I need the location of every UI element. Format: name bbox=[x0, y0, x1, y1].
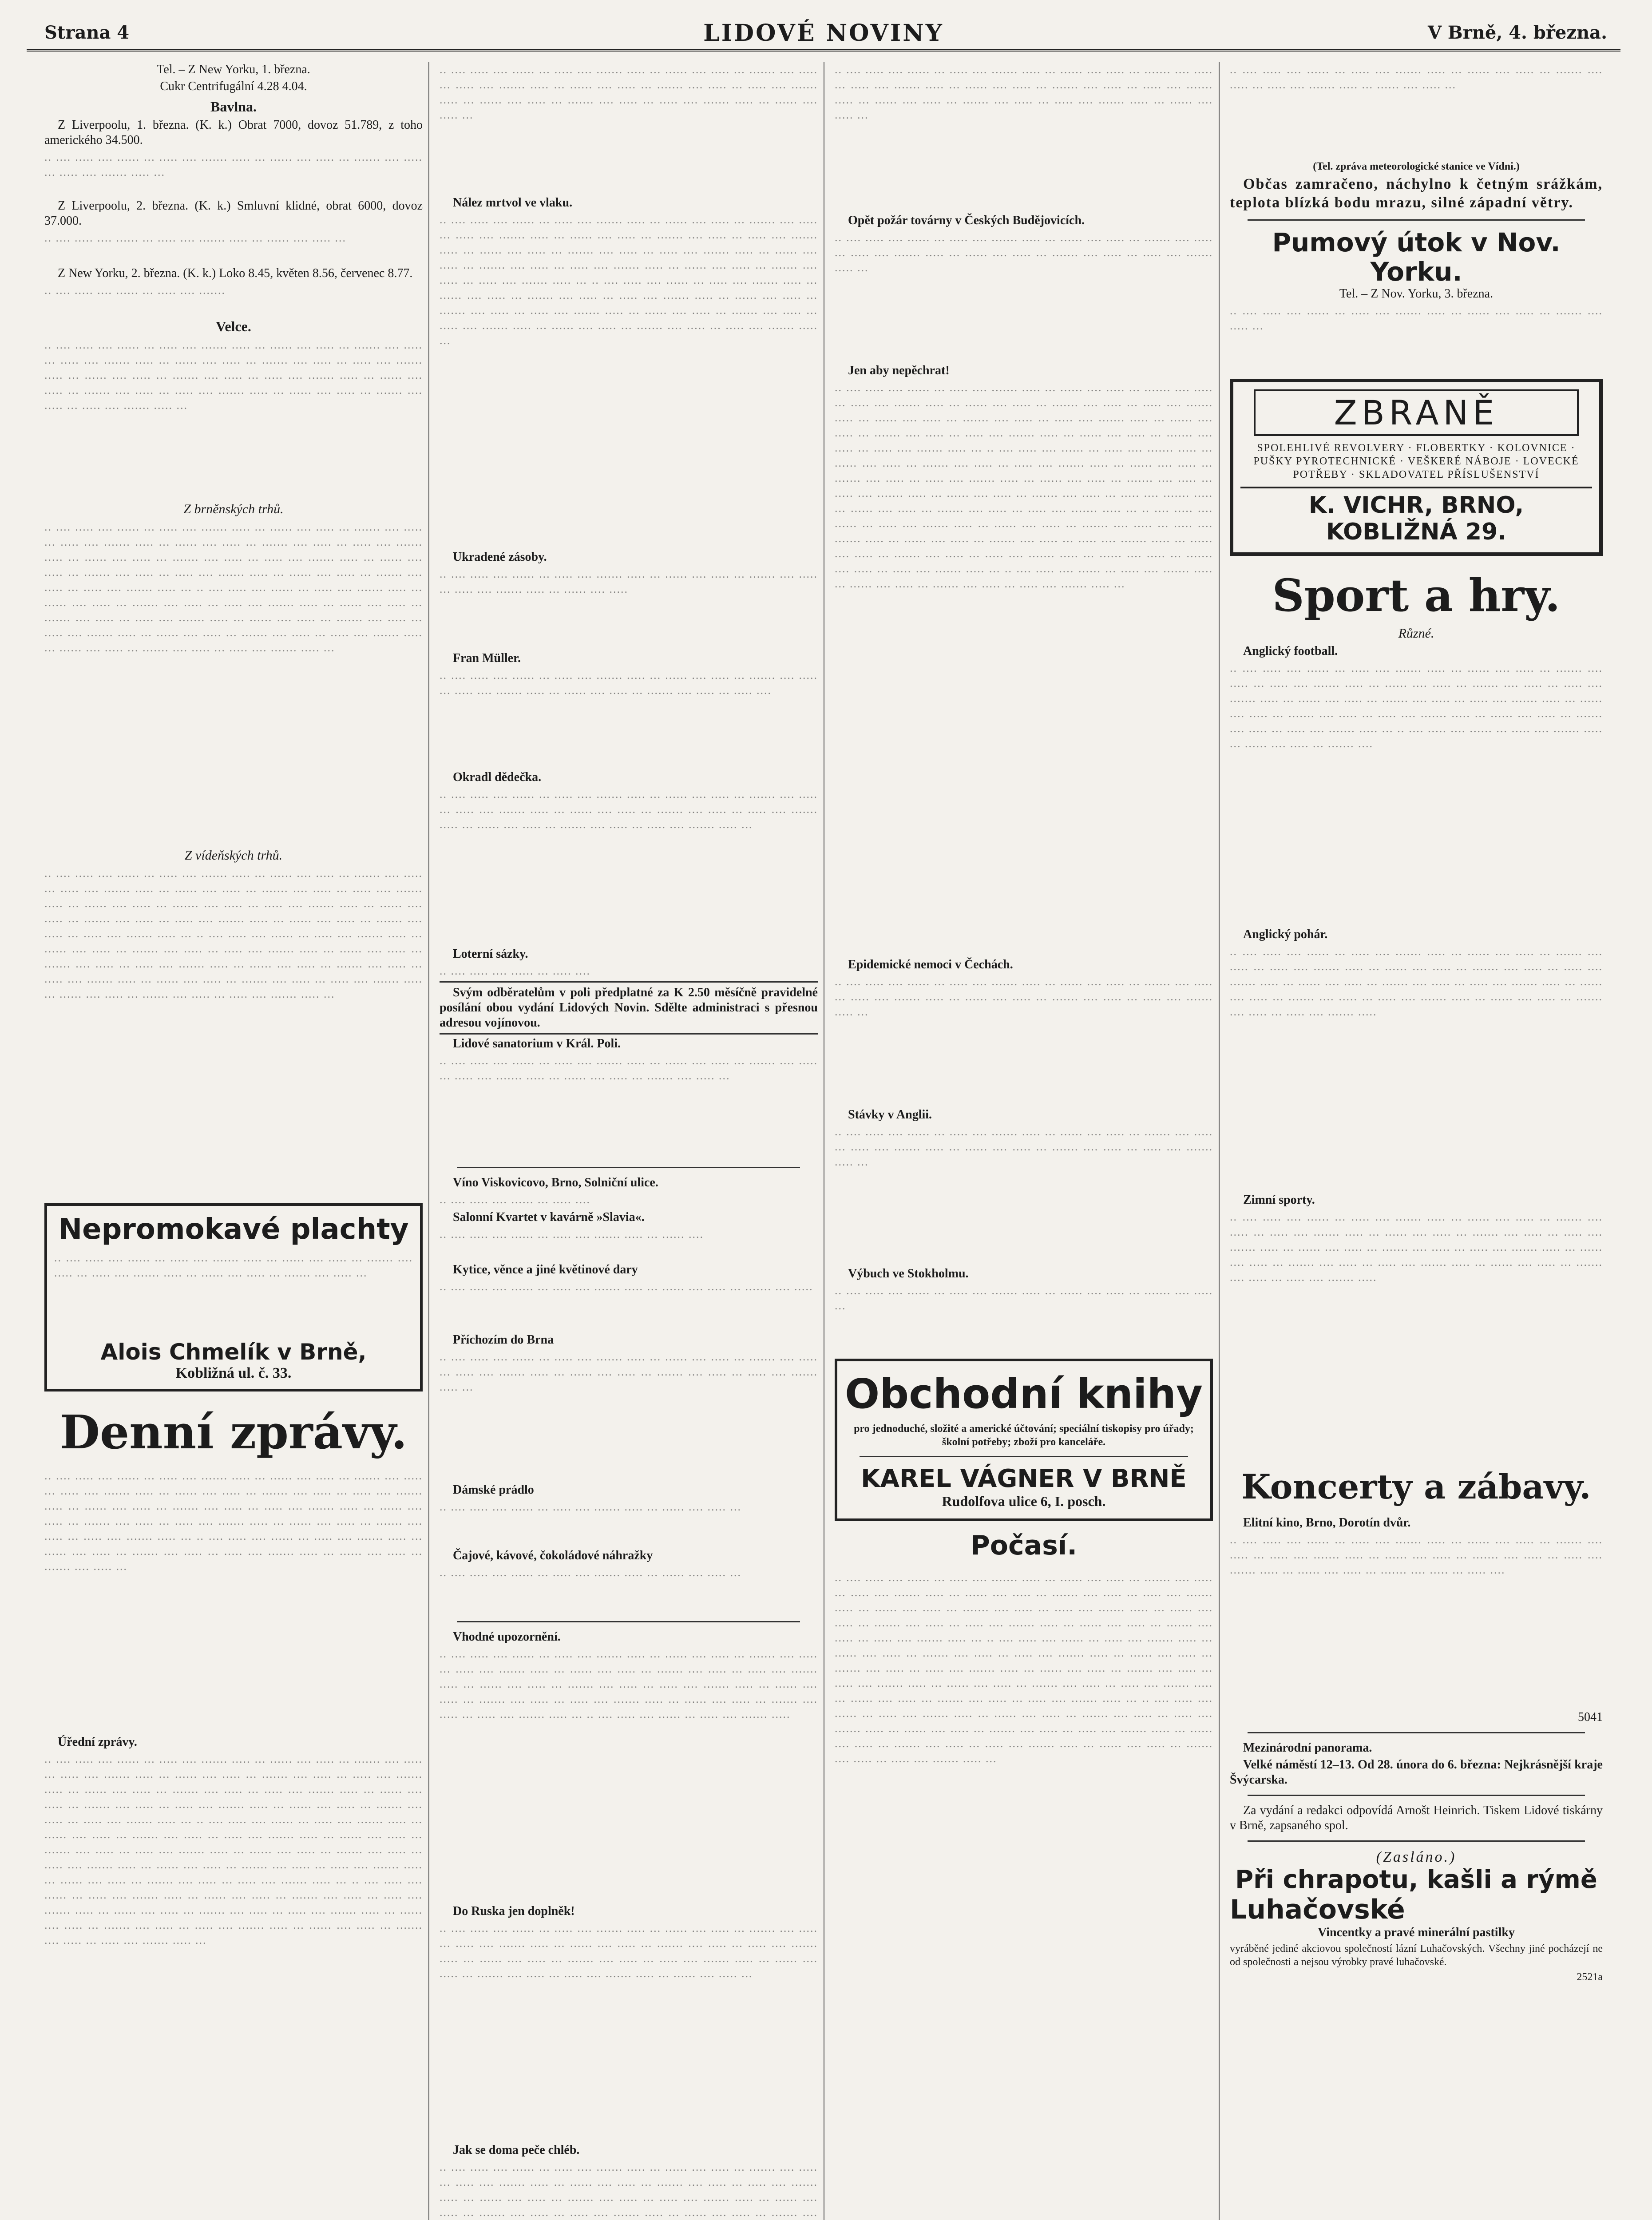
article-text-illegible: .. .... ..... .... ...... ... ..... .... ....... ..... ... ...... .... ..... ... ....... .... ..... ... ..... .... ....... ..... ... ...... .... ..... ... ....... .... ..... ... ..... .... ....... ..... ... ...... .... ..... ... ....... .... ..... ... ..... .... ....... ..... ... ...... .... ..... ... bbox=[835, 63, 1213, 121]
article-heading: Ukradené zásoby. bbox=[453, 550, 547, 564]
article-text-illegible: .. .... ..... .... ...... ... ..... .... ....... ..... ... ...... .... ..... ... ....... .... ..... ... bbox=[835, 1284, 1213, 1312]
article-text-illegible: .. .... ..... .... ...... ... ..... .... ....... ..... ... ...... .... ..... ... ....... .... ..... ... ..... .... ....... ..... ... ...... .... ..... ... ....... .... ..... ... ..... .... ....... ..... ... bbox=[835, 975, 1213, 1018]
ad-brand: Luhačovské bbox=[1230, 1894, 1405, 1925]
section-title-sport: Sport a hry. bbox=[1272, 569, 1561, 622]
column-4 bbox=[1230, 62, 1603, 2220]
divider bbox=[1248, 1795, 1585, 1796]
article-text-illegible: .. .... ..... .... ...... ... ..... .... bbox=[440, 964, 590, 977]
page-header bbox=[27, 13, 1620, 52]
ad-title: ZBRANĚ bbox=[1254, 389, 1579, 436]
ad-title: Při chrapotu, kašli a rýmě bbox=[1235, 1865, 1597, 1894]
ad-number: 5041 bbox=[1578, 1710, 1603, 1724]
divider bbox=[1248, 1840, 1585, 1842]
article-heading: Opět požár továrny v Českých Budějovicích. bbox=[848, 214, 1085, 227]
section-heading-vienna-markets: Z vídeňských trhů. bbox=[184, 848, 283, 863]
article-heading: Anglický pohár. bbox=[1243, 928, 1328, 941]
market-dateline: Tel. – Z New Yorku, 1. března. bbox=[157, 63, 310, 76]
article-text-illegible: .. .... ..... .... ...... ... ..... .... ....... ..... ... ...... .... ..... ... ....... .... ..... ... ..... .... ....... ..... ... ...... .... ..... ... ....... .... ..... ... ..... .... ....... ..... ... ...... .... ..... ... ....... .... ..... ... ..... .... ....... ..... ... ...... .... ..... ... ....... .... ..... ... ..... .... ....... ..... ... ...... .... ..... ... ....... .... ..... ... ..... .... ....... ..... bbox=[1230, 1210, 1603, 1284]
page-number: Strana 4 bbox=[44, 22, 130, 43]
article-text: Z Liverpoolu, 1. března. (K. k.) Obrat 7000, dovoz 51.789, z toho amerického 34.500. bbox=[44, 118, 423, 147]
ad-address: Kobližná ul. č. 33. bbox=[175, 1365, 292, 1381]
article-text-illegible: .. .... ..... .... ...... ... ..... .... ....... ..... ... ...... .... ..... ... ....... .... ..... ... ..... .... ....... ..... ... bbox=[44, 151, 423, 178]
article-text-illegible: .. .... ..... .... ...... ... ..... .... ....... ..... ... ...... .... ..... ... ....... .... ..... ... ..... .... ....... ..... ... ...... .... ..... ... ....... .... ..... ... ..... .... ....... ..... ... ...... .... ..... ... ....... .... ..... ... ..... .... ....... ..... ... ...... .... ..... ... ....... .... ..... ... ..... .... ....... ..... ... ...... .... ..... ... ....... .... ..... ... ..... .... ....... ..... ... .. .... ..... .... ...... ... ..... .... ....... ..... ... ...... .... ..... ... ....... .... ..... ... ..... .... ....... ..... ... ...... .... ..... ... ....... .... ..... ... ..... .... ....... ..... ... ...... .... ..... ... ....... .... ..... ... ..... .... ....... ..... ... ...... .... ..... ... ....... .... ..... ... ..... .... ....... ..... ... ...... .... ..... ... ....... .... ..... ... ..... .... ....... ..... ... .. .... ..... .... ...... ... ..... .... ....... ..... ... ...... .... ..... ... ....... .... ..... ... ..... .... ....... ..... ... ...... .... ..... ... ....... .... ..... ... ..... .... ....... ..... ... ...... .... ..... ... ....... .... ..... ... ..... .... ....... ..... ... ...... .... ..... ... ....... .... ..... ... ..... .... ....... ..... ... bbox=[44, 1752, 423, 1946]
ad-text-illegible: .. .... ..... .... ...... ... ..... .... ....... ..... ... ...... .... ..... ... bbox=[440, 1566, 741, 1579]
ad-weapons bbox=[1230, 379, 1603, 556]
ad-text-illegible: .. .... ..... .... ...... ... ..... .... ....... ..... ... ...... .... ..... ... ....... .... ..... ... ..... .... ....... ..... ... ...... .... ..... ... ....... .... ..... ... bbox=[440, 1054, 818, 1082]
ad-text-illegible: .. .... ..... .... ...... ... ..... .... ....... ..... ... ...... .... ..... ... ....... .... ..... ... ..... .... ....... ..... ... ...... .... ..... ... ....... .... ..... ... bbox=[54, 1251, 413, 1279]
ad-company: K. VICHR, BRNO, KOBLIŽNÁ 29. bbox=[1240, 487, 1592, 545]
ad-heading: Lidové sanatorium v Král. Poli. bbox=[453, 1037, 621, 1051]
article-heading: Loterní sázky. bbox=[453, 947, 528, 961]
section-heading-velce: Velce. bbox=[216, 318, 251, 334]
ad-heading: Příchozím do Brna bbox=[453, 1333, 554, 1347]
section-heading-brno-markets: Z brněnských trhů. bbox=[183, 502, 284, 516]
article-heading: Vhodné upozornění. bbox=[453, 1630, 561, 1644]
article-text-illegible: .. .... ..... .... ...... ... ..... .... ....... ..... ... ...... .... ..... ... ....... .... ..... ... ..... .... ....... ..... ... ...... .... ..... ... bbox=[1230, 63, 1603, 91]
ad-text-illegible: .. .... ..... .... ...... ... ..... .... ....... ..... ... ...... .... ..... ... ....... .... ..... bbox=[440, 1280, 813, 1293]
headline-bomb-attack: Pumový útok v Nov. Yorku. bbox=[1272, 227, 1561, 287]
ad-text-illegible: .. .... ..... .... ...... ... ..... .... bbox=[440, 1193, 590, 1206]
market-line: Cukr Centrifugální 4.28 4.04. bbox=[160, 79, 307, 93]
divider bbox=[457, 1167, 800, 1168]
ad-text: vyráběné jediné akciovou společností lázní Luhačovských. Všechny jiné pocházejí ne od společnosti a nejsou výrobky pravé luhačovské. bbox=[1230, 1943, 1603, 1968]
column-rule bbox=[428, 62, 429, 2220]
ad-business-books bbox=[835, 1359, 1213, 1521]
article-heading: Výbuch ve Stokholmu. bbox=[848, 1267, 969, 1280]
article-text-illegible: .. .... ..... .... ...... ... ..... .... ....... ..... ... ...... .... ..... ... ....... .... ..... ... bbox=[1230, 304, 1603, 332]
meteo-source: (Tel. zpráva meteorologické stanice ve Vídni.) bbox=[1313, 161, 1520, 172]
article-text-illegible: .. .... ..... .... ...... ... ..... .... ....... ..... ... ...... .... ..... ... ....... .... ..... ... ..... .... ....... ..... ... ...... .... ..... bbox=[440, 567, 818, 595]
ad-heading: Salonní Kvartet v kavárně »Slavia«. bbox=[453, 1210, 645, 1224]
ad-text: Velké náměstí 12–13. Od 28. února do 6. března: Nejkrásnější kraje Švýcarska. bbox=[1230, 1758, 1603, 1787]
article-text-illegible: .. .... ..... .... ...... ... ..... .... ....... ..... ... ...... .... ..... ... ....... .... ..... ... ..... .... ....... ..... ... ...... .... ..... ... ....... .... ..... ... ..... .... ....... ..... ... ...... .... ..... ... ....... .... ..... ... ..... .... ....... ..... ... ...... .... ..... ... ....... .... ..... ... ..... .... ....... ..... ... ...... .... ..... ... bbox=[440, 1922, 818, 1980]
section-heading-bavlna: Bavlna. bbox=[210, 99, 257, 115]
ad-heading: Kytice, věnce a jiné květinové dary bbox=[453, 1263, 638, 1276]
masthead: LIDOVÉ NOVINY bbox=[703, 20, 944, 47]
ad-text: SPOLEHLIVÉ REVOLVERY · FLOBERTKY · KOLOVNICE · PUŠKY PYROTECHNICKÉ · VEŠKERÉ NÁBOJE · LOVECKÉ POTŘEBY · SKLADOVATEL PŘÍSLUŠENSTVÍ bbox=[1253, 442, 1579, 480]
ad-text-illegible: .. .... ..... .... ...... ... ..... .... ....... ..... ... ...... .... ..... ... ....... .... ..... ... ..... .... ....... ..... ... ...... .... ..... ... ....... .... ..... ... ..... .... ....... ..... ... bbox=[440, 1350, 818, 1393]
ad-heading: Elitní kino, Brno, Dorotín dvůr. bbox=[1243, 1516, 1411, 1530]
ad-title: Obchodní knihy bbox=[845, 1370, 1203, 1418]
article-heading: Zimní sporty. bbox=[1243, 1193, 1315, 1207]
subsection-heading: Různé. bbox=[1398, 626, 1434, 641]
article-heading: Nález mrtvol ve vlaku. bbox=[453, 196, 573, 210]
article-text-illegible: .. .... ..... .... ...... ... ..... .... ....... bbox=[44, 284, 226, 297]
ad-company: Alois Chmelík v Brně, bbox=[100, 1339, 367, 1365]
ad-text-illegible: .. .... ..... .... ...... ... ..... .... ....... ..... ... ...... .... ..... ... bbox=[440, 1500, 741, 1513]
divider bbox=[1248, 1732, 1585, 1733]
ad-subtitle: pro jednoduché, složité a americké účtování; speciální tiskopisy pro úřady; školní potřeby; zboží pro kanceláře. bbox=[854, 1423, 1194, 1448]
ad-tarpaulins bbox=[44, 1203, 423, 1391]
article-heading: Anglický football. bbox=[1243, 644, 1338, 658]
ad-heading: Čajové, kávové, čokoládové náhražky bbox=[453, 1549, 653, 1562]
article-text-illegible: .. .... ..... .... ...... ... ..... .... ....... ..... ... ...... .... ..... ... ....... .... ..... ... ..... .... ....... ..... ... ...... .... ..... ... ....... .... ..... ... ..... .... ....... ..... ... bbox=[835, 231, 1213, 274]
column-3 bbox=[835, 62, 1213, 2220]
ad-address: Rudolfova ulice 6, I. posch. bbox=[942, 1493, 1106, 1509]
article-heading: Fran Müller. bbox=[453, 651, 521, 665]
dateline: Tel. – Z Nov. Yorku, 3. března. bbox=[1339, 287, 1494, 301]
article-text-illegible: .. .... ..... .... ...... ... ..... .... ....... ..... ... ...... .... ..... ... ....... .... ..... ... ..... .... ....... ..... ... ...... .... ..... ... ....... .... ..... ... ..... .... ....... ..... ... ...... .... ..... ... ....... .... ..... ... ..... .... ....... ..... ... ...... .... ..... ... ....... .... ..... ... ..... .... ....... ..... ... ...... .... ..... ... ....... .... ..... ... ..... .... ....... ..... ... .. .... ..... .... ...... ... ..... .... ....... ..... bbox=[440, 1647, 818, 1720]
article-text-illegible: .. .... ..... .... ...... ... ..... .... ....... ..... ... ...... .... ..... ... ....... .... ..... ... ..... .... ....... ..... ... ...... .... ..... ... ....... .... ..... ... ..... .... ....... ..... ... ...... .... ..... ... ....... .... ..... ... ..... .... ....... ..... ... ...... .... ..... ... ....... .... ..... ... ..... .... ....... ..... ... ...... .... ..... ... ....... .... ..... ... ..... .... ....... ..... ... .. .... ..... .... ...... ... ..... .... ....... ..... ... ...... .... ..... ... ....... .... ..... ... ..... .... ....... ..... ... ...... .... ..... ... ....... .... ..... ... ..... .... ....... ..... ... ...... .... ..... ... ....... .... ..... ... ..... .... ....... ..... ... ...... .... ..... ... ....... .... ..... ... ..... .... ....... ..... ... ...... .... ..... ... ....... .... ..... ... ..... .... ....... ..... ... bbox=[44, 867, 423, 1000]
article-heading: Okradl dědečka. bbox=[453, 770, 542, 784]
article-text-illegible: .. .... ..... .... ...... ... ..... .... ....... ..... ... ...... .... ..... ... ....... .... ..... ... ..... .... ....... ..... ... ...... .... ..... ... ....... .... ..... ... ..... .... ....... ..... ... bbox=[835, 1125, 1213, 1168]
imprint: Za vydání a redakci odpovídá Arnošt Heinrich. Tiskem Lidové tiskárny v Brně, zapsaného spol. bbox=[1230, 1804, 1603, 1832]
issue-date: V Brně, 4. března. bbox=[1427, 22, 1607, 43]
ad-company: KAREL VÁGNER V BRNĚ bbox=[861, 1464, 1187, 1493]
ad-subtitle: Vincentky a pravé minerální pastilky bbox=[1318, 1926, 1515, 1939]
article-text-illegible: .. .... ..... .... ...... ... ..... .... ....... ..... ... ...... .... ..... ... ....... .... ..... ... ..... .... ....... ..... ... ...... .... ..... ... ....... .... ..... ... ..... .... ....... ..... ... ...... .... ..... ... ....... .... ..... ... ..... .... ....... ..... ... ...... .... ..... ... ....... .... ..... ... ..... .... ....... ..... ... ...... .... ..... ... ....... .... bbox=[440, 2161, 818, 2219]
section-title-daily-news: Denní zprávy. bbox=[59, 1405, 408, 1459]
article-heading: Do Ruska jen doplněk! bbox=[453, 1904, 575, 1918]
article-text-illegible: .. .... ..... .... ...... ... ..... .... ....... ..... ... ...... .... ..... ... ....... .... ..... ... ..... .... ....... ..... ... ...... .... ..... ... ....... .... ..... ... ..... .... ....... ..... ... ...... .... ..... ... ....... .... ..... ... ..... .... ....... ..... ... ...... .... ..... ... ....... .... ..... ... ..... .... ....... ..... ... ...... .... ..... ... ....... .... ..... ... ..... .... ....... ..... ... .. .... ..... .... ...... ... ..... .... ....... ..... ... ...... .... ..... ... ....... .... ..... ... ..... .... ....... ..... ... ...... .... ..... ... ....... .... ..... ... ..... .... ....... ..... ... ...... .... ..... ... ....... .... ..... ... ..... .... ....... ..... ... ...... .... ..... ... ....... .... ..... ... ..... .... ....... ..... ... ...... .... ..... ... ....... .... ..... ... ..... .... ....... ..... ... .. .... ..... .... ...... ... ..... .... ....... ..... ... ...... .... ..... ... ....... .... ..... ... ..... .... ....... ..... ... ...... .... ..... ... ....... .... ..... ... ..... .... ....... ..... ... ...... .... ..... ... ....... .... ..... ... ..... .... ....... ..... ... ...... .... ..... ... ....... .... ..... ... ..... .... ....... ..... ... .. .... ..... .... ...... ... ..... .... ....... ..... ... ...... .... ..... ... ....... .... ..... ... ..... .... ....... ..... ... bbox=[835, 381, 1213, 590]
article-heading: Epidemické nemoci v Čechách. bbox=[848, 958, 1013, 971]
ad-heading: Dámské prádlo bbox=[453, 1483, 534, 1497]
weather-forecast: Občas zamračeno, náchylno k četným srážkám, teplota blízká bodu mrazu, silné západní větry. bbox=[1230, 176, 1603, 211]
article-text-illegible: .. .... ..... .... ...... ... ..... .... ....... ..... ... ...... .... ..... ... ....... .... ..... ... ..... .... ....... ..... ... ...... .... ..... ... ....... .... ..... ... ..... .... ....... ..... ... ...... .... ..... ... ....... .... ..... ... ..... .... ....... ..... ... ...... .... ..... ... ....... .... ..... ... ..... .... ....... ..... ... ...... .... ..... ... ....... .... ..... ... ..... .... ....... ..... ... .. .... ..... .... ...... ... ..... .... ....... ..... ... ...... .... ..... ... ....... .... ..... ... ..... .... ....... ..... ... ...... .... ..... ... ....... .... ..... ... ..... .... ....... ..... ... ...... .... ..... ... ....... .... ..... ... ..... .... ....... ..... ... ...... .... ..... ... ....... .... ..... ... ..... .... ....... ..... ... bbox=[440, 213, 818, 347]
ad-heading: Mezinárodní panorama. bbox=[1243, 1741, 1372, 1755]
ad-text-illegible: .. .... ..... .... ...... ... ..... .... ....... ..... ... ...... .... ..... ... ....... .... ..... ... ..... .... ....... ..... ... ...... .... ..... ... ....... .... ..... ... ..... .... ....... ..... ... ...... .... ..... ... ....... .... ..... ... ..... .... bbox=[1230, 1533, 1603, 1576]
ad-heading: Víno Viskovicovo, Brno, Solniční ulice. bbox=[453, 1176, 658, 1189]
article-text-illegible: .. .... ..... .... ...... ... ..... .... ....... ..... ... ...... .... ..... ... ....... .... ..... ... ..... .... ....... ..... ... ...... .... ..... ... ....... .... ..... ... ..... .... ....... ..... ... ...... .... ..... ... ....... .... ..... ... ..... .... ....... ..... ... ...... .... ..... ... bbox=[440, 63, 818, 121]
article-heading: Stávky v Anglii. bbox=[848, 1108, 932, 1122]
column-2 bbox=[440, 62, 818, 2220]
ad-title: Nepromokavé plachty bbox=[58, 1213, 409, 1246]
column-rule bbox=[1219, 62, 1220, 2220]
ad-luhacovice bbox=[1230, 1849, 1603, 1984]
ad-label: (Zasláno.) bbox=[1376, 1849, 1457, 1865]
article-heading: Úřední zprávy. bbox=[58, 1735, 137, 1749]
article-text-illegible: .. .... ..... .... ...... ... ..... .... ....... ..... ... ...... .... ..... ... bbox=[44, 231, 346, 244]
article-text-illegible: .. .... ..... .... ...... ... ..... .... ....... ..... ... ...... .... ..... ... ....... .... ..... ... ..... .... ....... ..... ... ...... .... ..... ... ....... .... ..... ... ..... .... ....... ..... ... ...... .... ..... ... ....... .... ..... ... ..... .... ....... ..... ... ...... .... ..... ... ....... .... ..... ... ..... .... ....... ..... ... ...... .... ..... ... ....... .... ..... ... ..... .... ....... ..... ... .. .... ..... .... ...... ... ..... .... ....... ..... ... ...... .... ..... ... ....... .... ..... ... ..... .... ....... ..... ... ...... .... ..... ... ....... .... ..... ... bbox=[44, 1469, 423, 1573]
article-text-illegible: .. .... ..... .... ...... ... ..... .... ....... ..... ... ...... .... ..... ... ....... .... ..... ... ..... .... ....... ..... ... ...... .... ..... ... ....... .... ..... ... ..... .... ....... ..... ... ...... .... ..... ... ....... .... ..... ... ..... .... ....... ..... ... ...... .... ..... ... ....... .... ..... ... ..... .... ....... ..... ... ...... .... ..... ... ....... .... ..... ... ..... .... ....... ..... ... .. .... ..... .... ...... ... ..... .... ....... ..... ... ...... .... ..... ... ....... .... ..... ... ..... .... ....... ..... ... ...... .... ..... ... ....... .... ..... ... ..... .... ....... ..... ... ...... .... ..... ... ....... .... ..... ... ..... .... ....... ..... ... ...... .... ..... ... ....... .... ..... ... ..... .... ....... ..... ... ...... .... ..... ... ....... .... ..... ... ..... .... ....... ..... ... bbox=[44, 520, 423, 654]
article-text-illegible: .. .... ..... .... ...... ... ..... .... ....... ..... ... ...... .... ..... ... ....... .... ..... ... ..... .... ....... ..... ... ...... .... ..... ... ....... .... ..... ... ..... .... ....... ..... ... ...... .... ..... ... ....... .... ..... ... ..... .... ....... ..... ... ...... .... ..... ... ....... .... ..... ... ..... .... ....... ..... ... ...... .... ..... ... ....... .... ..... ... ..... .... ....... ..... ... .. .... ..... .... ...... ... ..... .... ....... ..... ... ...... .... ..... ... ....... .... bbox=[1230, 662, 1603, 750]
section-title-concerts: Koncerty a zábavy. bbox=[1241, 1467, 1591, 1506]
article-text-illegible: .. .... ..... .... ...... ... ..... .... ....... ..... ... ...... .... ..... ... ....... .... ..... ... ..... .... ....... ..... ... ...... .... ..... ... ....... .... ..... ... ..... .... bbox=[440, 669, 818, 697]
article-text-illegible: .. .... ..... .... ...... ... ..... .... ....... ..... ... ...... .... ..... ... ....... .... ..... ... ..... .... ....... ..... ... ...... .... ..... ... ....... .... ..... ... ..... .... ....... ..... ... ...... .... ..... ... ....... .... ..... ... ..... .... ....... ..... ... ...... .... ..... ... ....... .... ..... ... ..... .... ....... ..... ... ...... .... ..... ... ....... .... ..... ... ..... .... ....... ..... bbox=[1230, 945, 1603, 1018]
article-heading: Jen aby nepěchrat! bbox=[848, 364, 950, 377]
article-heading: Jak se doma peče chléb. bbox=[453, 2143, 580, 2157]
divider bbox=[457, 1621, 800, 1622]
divider bbox=[860, 1456, 1188, 1457]
article-text: Z New Yorku, 2. března. (K. k.) Loko 8.45, květen 8.56, červenec 8.77. bbox=[58, 266, 413, 280]
article-text-illegible: .. .... ..... .... ...... ... ..... .... ....... ..... ... ...... .... ..... ... ....... .... ..... ... ..... .... ....... ..... ... ...... .... ..... ... ....... .... ..... ... ..... .... ....... ..... ... ...... .... ..... ... ....... .... ..... ... ..... .... ....... ..... ... ...... .... ..... ... ....... .... ..... ... ..... .... ....... ..... ... ...... .... ..... ... ....... .... ..... ... ..... .... ....... ..... ... bbox=[44, 338, 423, 412]
newspaper-page bbox=[27, 13, 1620, 2220]
divider bbox=[1248, 219, 1585, 221]
column-1 bbox=[44, 62, 423, 2220]
article-text-illegible: .. .... ..... .... ...... ... ..... .... ....... ..... ... ...... .... ..... ... ....... .... ..... ... ..... .... ....... ..... ... ...... .... ..... ... ....... .... ..... ... ..... .... ....... ..... ... ...... .... ..... ... ....... .... ..... ... ..... .... ....... ..... ... ...... .... ..... ... ....... .... ..... ... ..... .... ....... ..... ... ...... .... ..... ... ....... .... ..... ... ..... .... ....... ..... ... .. .... ..... .... ...... ... ..... .... ....... ..... ... ...... .... ..... ... ....... .... ..... ... ..... .... ....... ..... ... ...... .... ..... ... ....... .... ..... ... ..... .... ....... ..... ... ...... .... ..... ... ....... .... ..... ... ..... .... ....... ..... ... ...... .... ..... ... ....... .... ..... ... ..... .... ....... ..... ... ...... .... ..... ... ....... .... ..... ... ..... .... ....... ..... ... .. .... ..... .... ...... ... ..... .... ....... ..... ... ...... .... ..... ... ....... .... ..... ... ..... .... ....... ..... ... ...... .... ..... ... ....... .... ..... ... ..... .... ....... ..... ... ...... .... ..... ... ....... .... ..... ... ..... .... ....... ..... ... ...... .... ..... ... ....... .... ..... ... ..... .... ....... ..... ... bbox=[835, 1571, 1213, 1765]
ad-text-illegible: .. .... ..... .... ...... ... ..... .... ....... ..... ... ...... .... bbox=[440, 1228, 704, 1241]
ad-number: 2521a bbox=[1577, 1971, 1603, 1983]
subscription-notice: Svým odběratelům v poli předplatné za K 2.50 měsíčně pravidelné posílání obou vydání Lidových Novin. Sdělte administraci s přesnou adresou vojínovou. bbox=[440, 981, 818, 1035]
article-text: Z Liverpoolu, 2. března. (K. k.) Smluvní klidné, obrat 6000, dovoz 37.000. bbox=[44, 199, 423, 228]
article-text-illegible: .. .... ..... .... ...... ... ..... .... ....... ..... ... ...... .... ..... ... ....... .... ..... ... ..... .... ....... ..... ... ...... .... ..... ... ....... .... ..... ... ..... .... ....... ..... ... ...... .... ..... ... ....... .... ..... ... ..... .... ....... ..... ... bbox=[440, 788, 818, 831]
section-title-weather: Počasí. bbox=[970, 1530, 1078, 1561]
